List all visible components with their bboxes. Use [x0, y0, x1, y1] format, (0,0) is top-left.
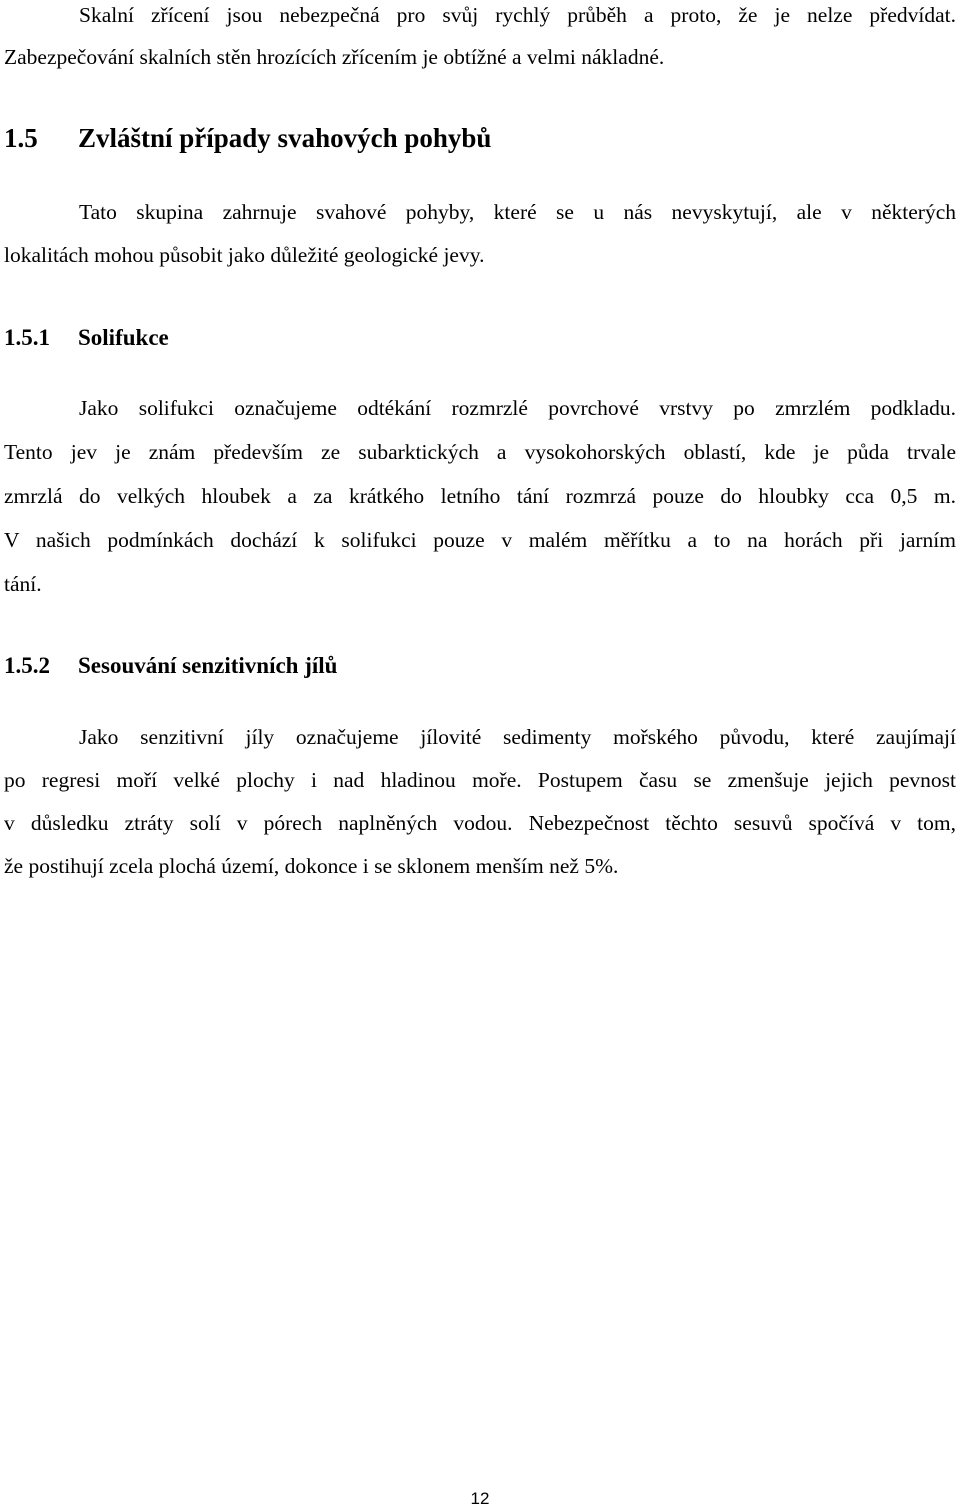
section-1-5-2-paragraph-line-3: v důsledku ztráty solí v pórech naplněných vodou. Nebezpečnost těchto sesuvů spočívá v tom, — [4, 811, 956, 835]
section-title: Solifukce — [78, 325, 169, 350]
section-1-5-2-paragraph-line-2: po regresi moří velké plochy i nad hladinou moře. Postupem času se zmenšuje jejich pevnost — [4, 768, 956, 792]
section-number: 1.5.2 — [4, 653, 50, 678]
section-1-5-paragraph-line-1: Tato skupina zahrnuje svahové pohyby, které se u nás nevyskytují, ale v některých — [79, 200, 956, 224]
section-heading-1-5-2 — [4, 652, 337, 680]
section-title: Zvláštní případy svahových pohybů — [78, 123, 492, 153]
section-1-5-2-paragraph-line-4: že postihují zcela plochá území, dokonce i se sklonem menším než 5%. — [4, 854, 619, 878]
page-number: 12 — [470, 1489, 490, 1508]
document-page — [4, 0, 956, 1509]
section-1-5-1-paragraph-line-5: tání. — [4, 572, 42, 596]
section-title: Sesouvání senzitivních jílů — [78, 653, 338, 678]
section-1-5-paragraph-line-2: lokalitách mohou působit jako důležité geologické jevy. — [4, 243, 485, 267]
section-1-5-2-paragraph-line-1: Jako senzitivní jíly označujeme jílovité sedimenty mořského původu, které zaujímají — [79, 725, 956, 749]
section-1-5-1-paragraph-line-2: Tento jev je znám především ze subarktických a vysokohorských oblastí, kde je půda trvale — [4, 440, 956, 464]
section-1-5-1-paragraph-line-1: Jako solifukci označujeme odtékání rozmrzlé povrchové vrstvy po zmrzlém podkladu. — [79, 396, 956, 420]
section-heading-1-5 — [4, 122, 491, 154]
section-heading-1-5-1 — [4, 324, 169, 352]
intro-paragraph-line-2: Zabezpečování skalních stěn hrozících zřícením je obtížné a velmi nákladné. — [4, 45, 665, 69]
section-number: 1.5.1 — [4, 325, 50, 350]
intro-paragraph-line-1: Skalní zřícení jsou nebezpečná pro svůj rychlý průběh a proto, že je nelze předvídat. — [79, 3, 956, 27]
section-number: 1.5 — [4, 123, 38, 153]
section-1-5-1-paragraph-line-3: zmrzlá do velkých hloubek a za krátkého letního tání rozmrzá pouze do hloubky cca 0,5 m. — [4, 484, 956, 508]
section-1-5-1-paragraph-line-4: V našich podmínkách dochází k solifukci pouze v malém měřítku a to na horách při jarním — [4, 528, 956, 552]
